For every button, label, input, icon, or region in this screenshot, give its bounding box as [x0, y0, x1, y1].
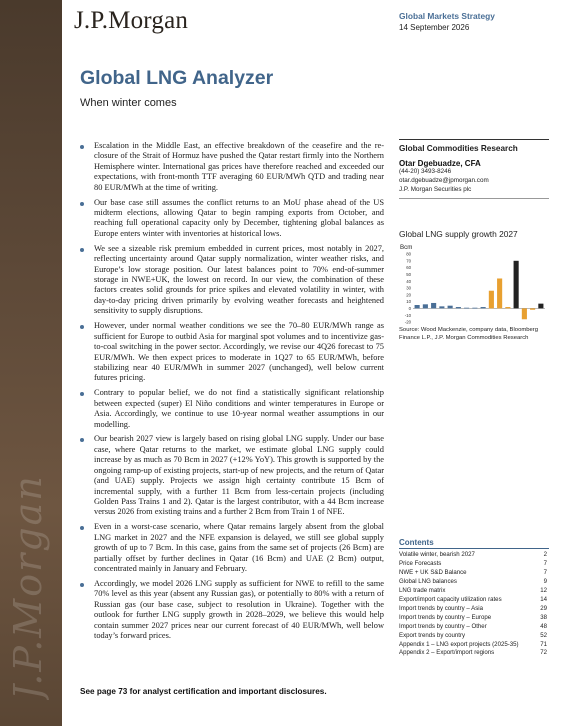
- report-date: 14 September 2026: [399, 23, 470, 32]
- y-tick-label: 60: [406, 265, 411, 271]
- contents-item-label: Global LNG balances: [399, 577, 457, 585]
- contents-item[interactable]: [399, 614, 549, 623]
- bullet-item: Contrary to popular belief, we do not find a statistically significant relationship between expected (super) El Niño conditions and winter temperatures in Europe or Asia. Accordingly, we continue to use 10-year normal weather assumptions in our modelling.: [80, 388, 384, 430]
- bullet-icon: [80, 202, 84, 206]
- brand-logo: J.P.Morgan: [74, 7, 189, 34]
- y-tick-label: 10: [406, 299, 411, 305]
- y-tick-label: 70: [406, 258, 411, 264]
- analyst-box: [399, 139, 549, 199]
- y-tick-label: 20: [406, 292, 411, 298]
- chart-bar: [423, 304, 428, 308]
- contents-item[interactable]: [399, 560, 549, 569]
- bullet-icon: [80, 438, 84, 442]
- contents-item[interactable]: [399, 578, 549, 587]
- bullet-item: Our bearish 2027 view is largely based on rising global LNG supply. Under our base case, where Qatar returns to the market, we estimate global LNG supply could increase by as much as 70 Bcm in 2027 (+12% YoY). This growth is supported by the ongoing ramp-up of existing projects, start-up of new projects, and the return of Qatar (and UAE) supply. Projects we assign high certainty contribute 15 Bcm of incremental supply, with a further 11 Bcm from less-certain projects (including Golden Pass Trains 1 and 2). Qatar is the largest contributor, with a 44 Bcm increase versus 2026 from existing trains and a further 2 Bcm from Train 1 of NFE.: [80, 434, 384, 518]
- contents-item-page: 14: [540, 595, 547, 603]
- y-tick-label: 80: [406, 251, 411, 257]
- series-name: Global Markets Strategy: [399, 11, 495, 21]
- chart-bar: [481, 307, 486, 308]
- chart-bar: [431, 303, 436, 308]
- bullet-icon: [80, 248, 84, 252]
- contents-item-label: NWE + UK S&D Balance: [399, 568, 467, 576]
- analyst-firm: J.P. Morgan Securities plc: [399, 185, 472, 193]
- contents-list: [399, 551, 549, 658]
- bullet-item: Accordingly, we model 2026 LNG supply as sufficient for NWE to refill to the same 70% level as this year (absent any Russian gas), or potentially to 80% with a return of Russian gas (our base case, subject to resolution in Ukraine). Together with the outlook for further LNG supply growth in 2028–2029, we believe this would help contain summer 2027 prices near our current forecast of 40 EUR/MWh, well below today’s forward prices.: [80, 579, 384, 642]
- contents-item-label: Price Forecasts: [399, 559, 442, 567]
- page-subtitle: When winter comes: [80, 97, 177, 109]
- chart-bar: [415, 305, 420, 308]
- contents-item[interactable]: [399, 649, 549, 658]
- chart-bar: [530, 308, 535, 309]
- contents-item-label: Appendix 2 – Export/import regions: [399, 649, 495, 657]
- research-team: Global Commodities Research: [399, 144, 518, 153]
- chart-source: Source: Wood Mackenzie, company data, Bloomberg Finance L.P., J.P. Morgan Commodities Research: [399, 327, 539, 341]
- contents-item[interactable]: [399, 605, 549, 614]
- contents-item[interactable]: [399, 551, 549, 560]
- chart-bar: [456, 307, 461, 308]
- chart-y-label: Bcm: [400, 244, 413, 251]
- y-tick-label: -20: [404, 319, 411, 325]
- bullet-item: Our base case still assumes the conflict returns to an MoU phase ahead of the US midterm elections, allowing Qatar to begin ramping exports from October, and reaching full operational capacity only by December, tightening global balances as Europe enters winter with inventories at historical lows.: [80, 198, 384, 240]
- bullet-icon: [80, 325, 84, 329]
- analyst-email[interactable]: otar.dgebuadze@jpmorgan.com: [399, 176, 489, 184]
- contents-item[interactable]: [399, 632, 549, 641]
- chart-bar: [439, 306, 444, 308]
- y-tick-label: 40: [406, 278, 411, 284]
- bullet-icon: [80, 145, 84, 149]
- contents-item[interactable]: [399, 596, 549, 605]
- chart-bar: [464, 308, 469, 309]
- bullet-icon: [80, 583, 84, 587]
- contents-item-page: 52: [540, 631, 547, 639]
- bullet-item: However, under normal weather conditions we see the 70–80 EUR/MWh range as sufficient for Europe to outbid Asia for marginal spot volumes and to incentivize gas-to-coal switching in the power sector. Accordingly, we revise our 4Q26 forecast to 75 EUR/MWh. We then expect prices to moderate in 1Q27 to 65 EUR/MWh, before stabilizing near 40 EUR/MWh in summer 2027 (unchanged), well below current futures pricing.: [80, 321, 384, 384]
- bullet-item: Even in a worst-case scenario, where Qatar remains largely absent from the global LNG market in 2027 and the NFE expansion is delayed, we still see global supply growth of up to 7 Bcm. In this case, gains from the same set of projects (26 Bcm) are partially offset by further declines in Qatar (16 Bcm) and UAE (2 Bcm) output, concentrated mainly in January and February.: [80, 522, 384, 574]
- bullet-item: Escalation in the Middle East, an effective breakdown of the ceasefire and the re-closure of the Strait of Hormuz have pushed the Qatar restart firmly into the Northern Hemisphere winter. International gas prices have therefore reached and exceeded our expectations, with front-month TTF averaging 60 EUR/MWh QTD and trading near 80 EUR/MWh at the time of writing.: [80, 141, 384, 193]
- analyst-phone: (44-20) 3493-8246: [399, 168, 452, 175]
- contents-item[interactable]: [399, 623, 549, 632]
- contents-item[interactable]: [399, 587, 549, 596]
- contents-item-page: 2: [543, 551, 547, 558]
- contents-item-page: 48: [540, 622, 547, 630]
- side-band-signature: J.P.Morgan: [6, 474, 50, 700]
- y-tick-label: -10: [404, 312, 411, 318]
- bullet-icon: [80, 392, 84, 396]
- page-title: Global LNG Analyzer: [80, 67, 274, 89]
- contents-item-page: 9: [543, 577, 547, 585]
- report-header: [399, 11, 495, 33]
- y-tick-label: 0: [408, 306, 411, 311]
- contents-item-label: Import trends by country – Other: [399, 622, 487, 630]
- chart-bar: [538, 304, 543, 309]
- contents-item-page: 12: [540, 586, 547, 594]
- chart-bar: [489, 291, 494, 309]
- bullet-item: We see a sizeable risk premium embedded in current prices, most notably in 2027, reflecting uncertainty around Qatar supply normalization, winter weather risks, and Europe’s low storage position. Our latest balances point to 70% end-of-summer storage in NWE+UK, the lowest on record. In our view, the combination of these factors creates solid grounds for price spikes and elevated volatility in winter, with day-to-day pricing driven primarily by evolving weather forecasts and heightened sensitivity to supply disruptions.: [80, 244, 384, 317]
- chart-bar: [514, 261, 519, 309]
- contents-item-page: 7: [543, 559, 547, 567]
- contents-item-label: Import trends by country – Europe: [399, 613, 492, 621]
- y-tick-label: 30: [406, 285, 411, 291]
- side-band: [0, 0, 62, 726]
- y-tick-label: 50: [406, 272, 411, 277]
- contents-item-page: 71: [540, 640, 547, 648]
- contents-item-label: Volatile winter, bearish 2027: [399, 551, 475, 558]
- contents-title: Contents: [399, 538, 549, 549]
- contents-item-page: 72: [540, 649, 547, 657]
- contents-item-label: LNG trade matrix: [399, 586, 446, 594]
- bullet-icon: [80, 526, 84, 530]
- key-points-list: [80, 141, 384, 646]
- disclosure-note: See page 73 for analyst certification and important disclosures.: [80, 687, 327, 696]
- chart-bar: [522, 308, 527, 319]
- contents-item-label: Export trends by country: [399, 631, 466, 639]
- chart-bar: [472, 308, 477, 309]
- contents-item-label: Appendix 1 – LNG export projects (2025-35): [399, 640, 519, 648]
- contents-item-page: 29: [540, 604, 547, 612]
- analyst-name: Otar Dgebuadze, CFA: [399, 159, 481, 168]
- chart-bar: [497, 278, 502, 308]
- supply-growth-chart: [399, 242, 549, 326]
- chart-bar: [448, 306, 453, 309]
- chart-bar: [505, 307, 510, 308]
- contents-item[interactable]: [399, 569, 549, 578]
- chart-title: Global LNG supply growth 2027: [399, 229, 518, 239]
- contents-item[interactable]: [399, 641, 549, 650]
- contents-item-label: Import trends by country – Asia: [399, 604, 483, 612]
- contents-box: [399, 538, 549, 658]
- contents-item-label: Export/import capacity utilization rates: [399, 595, 502, 603]
- contents-item-page: 7: [543, 568, 547, 576]
- contents-item-page: 38: [540, 613, 547, 621]
